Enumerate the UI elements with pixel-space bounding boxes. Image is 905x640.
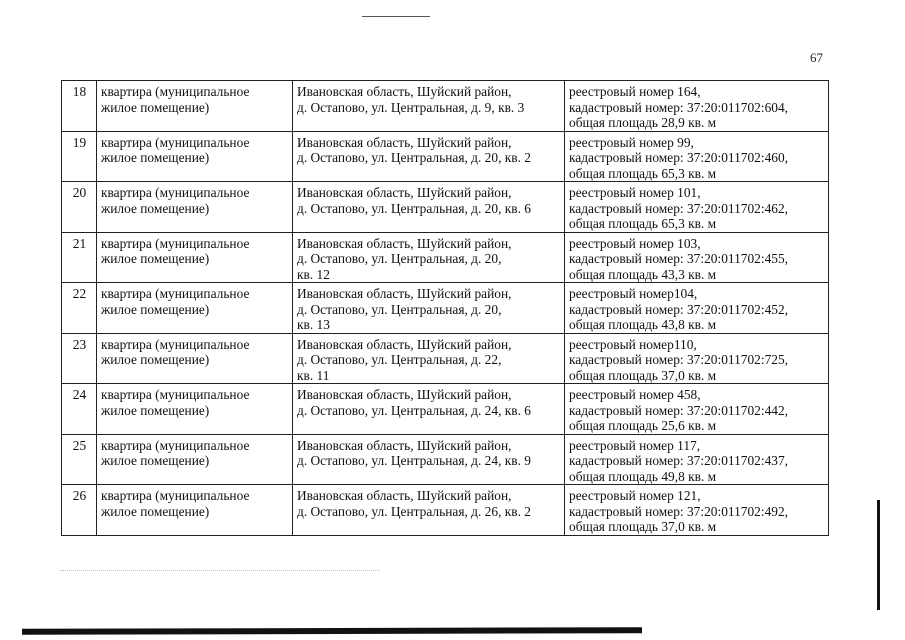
address-line: Ивановская область, Шуйский район, [297, 387, 512, 402]
address-line: д. Остапово, ул. Центральная, д. 20, [297, 251, 502, 266]
registry-details-line: реестровый номер 458, [569, 387, 701, 402]
registry-details-line: реестровый номер 121, [569, 488, 701, 503]
registry-details-line: общая площадь 37,0 кв. м [569, 367, 717, 383]
registry-details-cell [565, 434, 829, 485]
page-number: 67 [810, 50, 823, 65]
address-line: д. Остапово, ул. Центральная, д. 9, кв. 3 [297, 99, 525, 115]
address-line: кв. 11 [297, 367, 330, 383]
address-line: Ивановская область, Шуйский район, [297, 336, 512, 352]
address-cell [293, 434, 565, 485]
row-number-cell: 25 [62, 434, 97, 485]
registry-details-line: кадастровый номер: 37:20:011702:455, [569, 251, 789, 266]
address-cell [293, 131, 565, 182]
row-number-cell: 23 [62, 333, 97, 384]
registry-details-line: кадастровый номер: 37:20:011702:462, [569, 200, 789, 216]
table-row [62, 485, 829, 536]
property-type-line: квартира (муниципальное [101, 235, 250, 251]
address-line: Ивановская область, Шуйский район, [297, 235, 512, 251]
registry-details-cell [565, 81, 829, 132]
registry-body [62, 81, 829, 536]
scan-edge-right [877, 500, 880, 610]
table-row [62, 232, 829, 283]
property-type-line: квартира (муниципальное [101, 134, 250, 150]
registry-details-line: реестровый номер104, [569, 286, 698, 301]
registry-details-cell [565, 131, 829, 182]
table-row [62, 131, 829, 182]
table-row [62, 81, 829, 132]
property-type-line: квартира (муниципальное [101, 387, 250, 402]
registry-details-cell [565, 384, 829, 435]
address-line: Ивановская область, Шуйский район, [297, 437, 512, 453]
address-cell [293, 81, 565, 132]
registry-details-line: реестровый номер 164, [569, 84, 701, 99]
address-cell [293, 485, 565, 536]
property-type-line: квартира (муниципальное [101, 336, 250, 352]
top-rule [362, 16, 430, 17]
registry-details-line: кадастровый номер: 37:20:011702:452, [569, 301, 789, 317]
property-type-cell [97, 81, 293, 132]
property-type-cell [97, 485, 293, 536]
property-type-line: квартира (муниципальное [101, 437, 250, 453]
property-type-cell [97, 434, 293, 485]
row-number-cell: 18 [62, 81, 97, 132]
address-line: Ивановская область, Шуйский район, [297, 84, 512, 99]
registry-details-cell [565, 232, 829, 283]
address-line: Ивановская область, Шуйский район, [297, 185, 512, 200]
registry-details-line: реестровый номер110, [569, 336, 697, 352]
table-row [62, 384, 829, 435]
property-type-line: жилое помещение) [101, 402, 210, 418]
registry-details-line: кадастровый номер: 37:20:011702:604, [569, 99, 789, 115]
registry-details-cell [565, 283, 829, 334]
registry-details-line: общая площадь 65,3 кв. м [569, 216, 717, 231]
scan-edge-bottom [22, 627, 642, 635]
registry-details-line: кадастровый номер: 37:20:011702:460, [569, 150, 789, 165]
property-type-line: жилое помещение) [101, 150, 210, 165]
property-type-line: квартира (муниципальное [101, 84, 250, 99]
address-cell [293, 384, 565, 435]
registry-details-cell [565, 333, 829, 384]
registry-details-cell [565, 485, 829, 536]
property-type-line: жилое помещение) [101, 251, 210, 266]
property-type-line: квартира (муниципальное [101, 185, 250, 200]
table-row [62, 434, 829, 485]
address-line: д. Остапово, ул. Центральная, д. 20, [297, 301, 502, 317]
address-line: д. Остапово, ул. Центральная, д. 24, кв. 6 [297, 402, 531, 418]
row-number-cell: 19 [62, 131, 97, 182]
registry-details-line: общая площадь 28,9 кв. м [569, 115, 717, 130]
registry-details-line: реестровый номер 101, [569, 185, 701, 200]
property-type-line: жилое помещение) [101, 99, 210, 115]
property-type-cell [97, 232, 293, 283]
property-type-cell [97, 182, 293, 233]
registry-details-line: кадастровый номер: 37:20:011702:437, [569, 453, 789, 468]
address-line: д. Остапово, ул. Центральная, д. 20, кв. 6 [297, 200, 531, 216]
registry-details-line: кадастровый номер: 37:20:011702:442, [569, 402, 789, 418]
registry-details-line: общая площадь 43,3 кв. м [569, 266, 717, 282]
registry-details-line: общая площадь 65,3 кв. м [569, 165, 717, 181]
registry-details-line: реестровый номер 117, [569, 437, 701, 453]
property-type-line: жилое помещение) [101, 453, 210, 468]
registry-details-line: общая площадь 49,8 кв. м [569, 468, 717, 484]
registry-details-line: общая площадь 37,0 кв. м [569, 519, 717, 534]
property-type-cell [97, 283, 293, 334]
property-type-cell [97, 384, 293, 435]
address-line: д. Остапово, ул. Центральная, д. 20, кв. 2 [297, 150, 531, 165]
property-type-line: жилое помещение) [101, 503, 210, 519]
address-line: д. Остапово, ул. Центральная, д. 26, кв. 2 [297, 503, 531, 519]
address-cell [293, 333, 565, 384]
registry-details-line: реестровый номер 99, [569, 134, 694, 150]
registry-details-line: общая площадь 25,6 кв. м [569, 418, 717, 433]
registry-details-line: общая площадь 43,8 кв. м [569, 317, 717, 332]
address-line: кв. 13 [297, 317, 330, 332]
registry-details-line: кадастровый номер: 37:20:011702:725, [569, 352, 789, 367]
address-line: д. Остапово, ул. Центральная, д. 24, кв. 9 [297, 453, 531, 468]
registry-details-line: реестровый номер 103, [569, 235, 701, 251]
address-cell [293, 283, 565, 334]
address-line: Ивановская область, Шуйский район, [297, 488, 512, 503]
property-type-line: жилое помещение) [101, 301, 210, 317]
table-row [62, 283, 829, 334]
row-number-cell: 21 [62, 232, 97, 283]
row-number-cell: 22 [62, 283, 97, 334]
property-type-line: квартира (муниципальное [101, 286, 250, 301]
property-type-cell [97, 131, 293, 182]
row-number-cell: 26 [62, 485, 97, 536]
row-number-cell: 24 [62, 384, 97, 435]
address-line: кв. 12 [297, 266, 330, 282]
property-type-line: жилое помещение) [101, 352, 210, 367]
property-type-cell [97, 333, 293, 384]
registry-details-cell [565, 182, 829, 233]
property-registry-table [61, 80, 829, 536]
property-type-line: жилое помещение) [101, 200, 210, 216]
table-row [62, 182, 829, 233]
address-line: Ивановская область, Шуйский район, [297, 286, 512, 301]
address-cell [293, 232, 565, 283]
scan-artifact-line [60, 570, 380, 572]
row-number-cell: 20 [62, 182, 97, 233]
address-line: Ивановская область, Шуйский район, [297, 134, 512, 150]
address-line: д. Остапово, ул. Центральная, д. 22, [297, 352, 502, 367]
registry-details-line: кадастровый номер: 37:20:011702:492, [569, 503, 789, 519]
address-cell [293, 182, 565, 233]
property-type-line: квартира (муниципальное [101, 488, 250, 503]
table-row [62, 333, 829, 384]
